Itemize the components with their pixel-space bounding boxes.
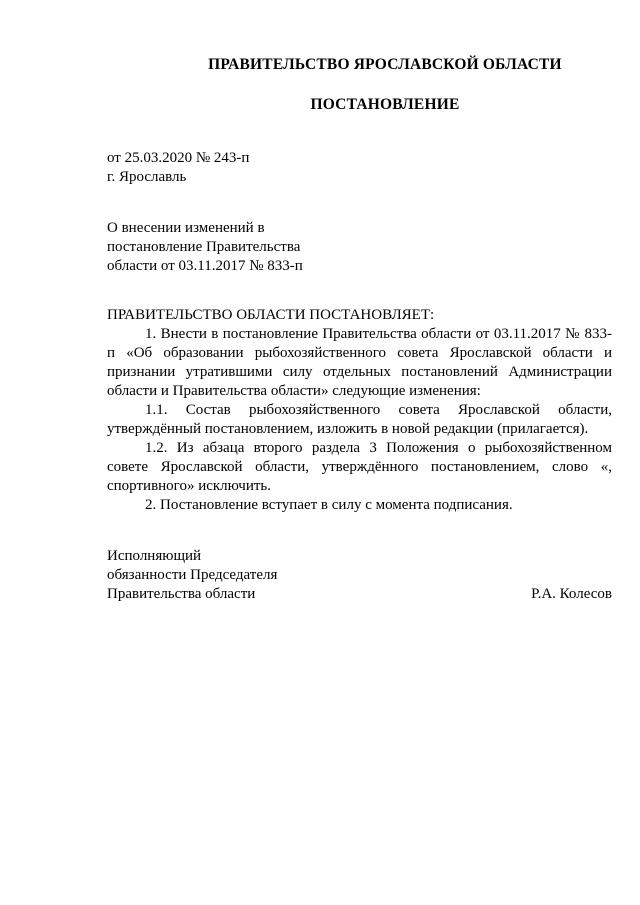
government-title: ПРАВИТЕЛЬСТВО ЯРОСЛАВСКОЙ ОБЛАСТИ (208, 56, 562, 73)
document-body (107, 306, 612, 515)
document-subject (107, 219, 612, 276)
paragraph-1: 1. Внести в постановление Правительства области от 03.11.2017 № 833-п «Об образовании рыбохозяйственного совета Ярославской области и признании утратившими силу отдельных постановлений Администрации области и Правительства области» следующие изменения: (107, 326, 612, 399)
signature-block (107, 547, 612, 604)
paragraph-1-1: 1.1. Состав рыбохозяйственного совета Ярославской области, утверждённый постановлением, изложить в новой редакции (прилагается). (107, 402, 612, 437)
date-number: от 25.03.2020 № 243-п (107, 150, 250, 166)
document-meta (107, 149, 612, 187)
subject-line: области от 03.11.2017 № 833-п (107, 258, 303, 274)
subject-line: постановление Правительства (107, 239, 301, 255)
signatory-title: Исполняющий (107, 548, 202, 564)
signatory-title: обязанности Председателя (107, 567, 278, 583)
resolution-lead: ПРАВИТЕЛЬСТВО ОБЛАСТИ ПОСТАНОВЛЯЕТ: (107, 307, 435, 323)
city: г. Ярославль (107, 169, 187, 185)
paragraph-1-2: 1.2. Из абзаца второго раздела 3 Положения о рыбохозяйственном совете Ярославской области, утверждённого постановлением, слово «, спортивного» исключить. (107, 440, 612, 494)
signatory-title: Правительства области (107, 586, 256, 602)
signatory-name: Р.А. Колесов (531, 586, 612, 602)
document-type: ПОСТАНОВЛЕНИЕ (310, 96, 460, 113)
paragraph-2: 2. Постановление вступает в силу с момента подписания. (145, 497, 513, 513)
subject-line: О внесении изменений в (107, 220, 265, 236)
